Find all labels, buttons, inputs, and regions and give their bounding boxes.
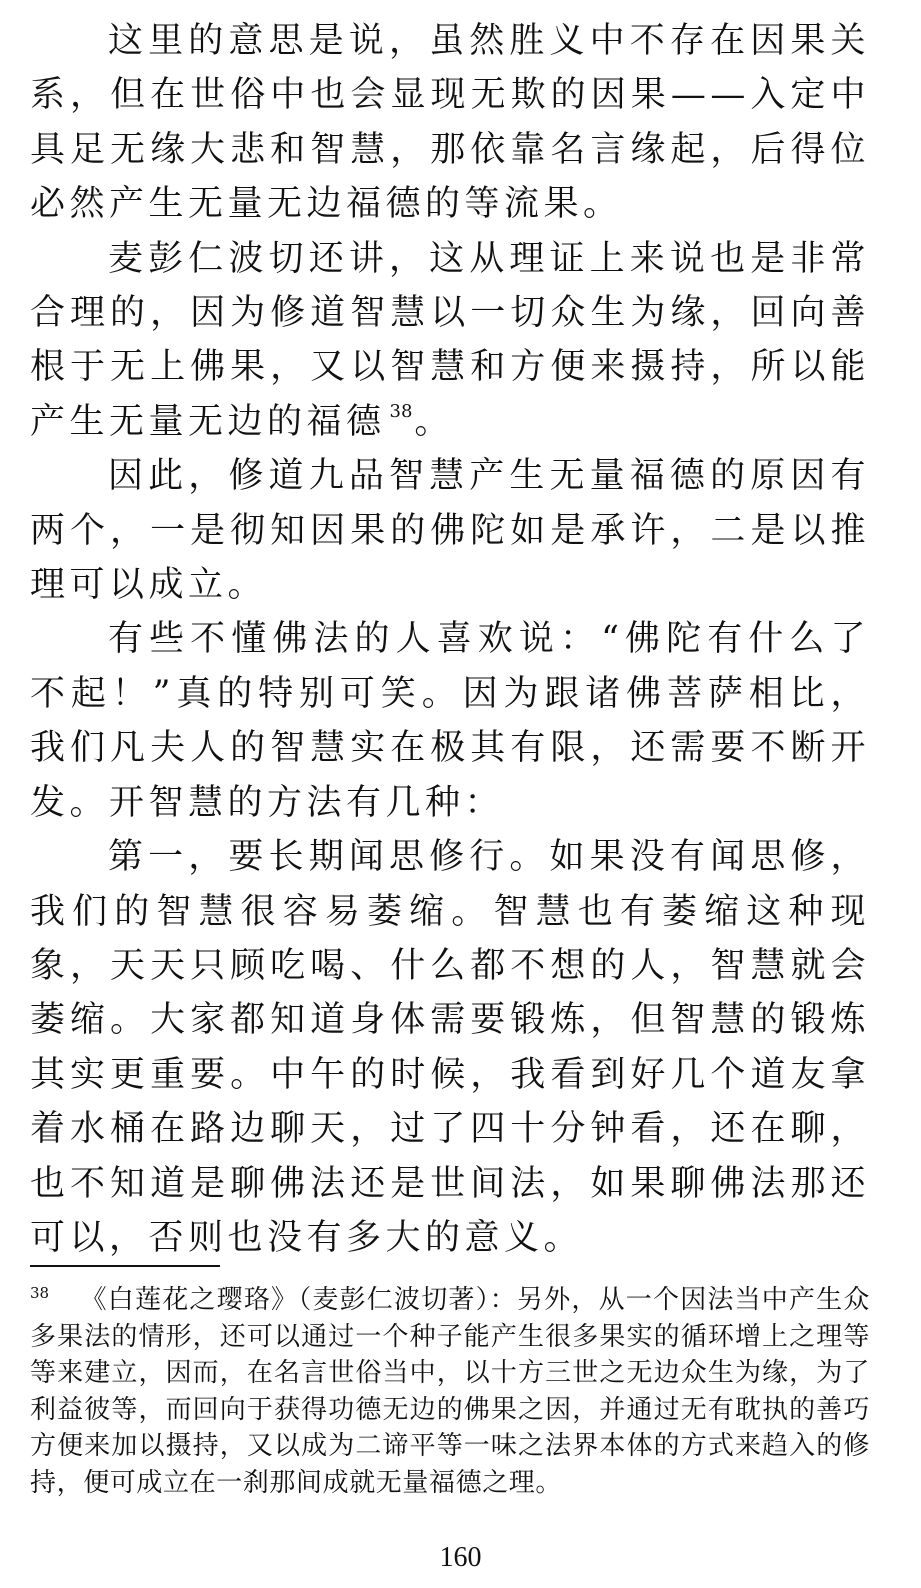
paragraph-4 [30,612,870,830]
paragraph-1-text: 这里的意思是说，虽然胜义中不存在因果关系，但在世俗中也会显现无欺的因果——入定中具足无缘大悲和智慧，那依靠名言缘起，后得位必然产生无量无边福德的等流果。 [30,21,870,225]
paragraph-5-text: 第一，要长期闻思修行。如果没有闻思修，我们的智慧很容易萎缩。智慧也有萎缩这种现象，天天只顾吃喝、什么都不想的人，智慧就会萎缩。大家都知道身体需要锻炼，但智慧的锻炼其实更重要。中午的时候，我看到好几个道友拿着水桶在路边聊天，过了四十分钟看，还在聊，也不知道是聊佛法还是世间法，如果聊佛法那还可以，否则也没有多大的意义。 [30,837,870,1258]
footnote-reference[interactable]: 38 [389,400,413,422]
paragraph-3-text: 因此，修道九品智慧产生无量福德的原因有两个，一是彻知因果的佛陀如是承许，二是以推理可以成立。 [30,456,870,606]
page-number: 160 [439,1542,482,1573]
paragraph-3 [30,449,870,612]
paragraph-2-text: 麦彭仁波切还讲，这从理证上来说也是非常合理的，因为修道智慧以一切众生为缘，回向善根于无上佛果，又以智慧和方便来摄持，所以能产生无量无边的福德 [30,238,870,442]
footnote-text: 《白莲花之璎珞》（麦彭仁波切著）：另外，从一个因法当中产生众多果法的情形，还可以通过一个种子能产生很多果实的循环增上之理等等来建立，因而，在名言世俗当中，以十方三世之无边众生为缘，为了利益彼等，而回向于获得功德无边的佛果之因，并通过无有耽执的善巧方便来加以摄持，又以成为二谛平等一味之法界本体的方式来趋入的修持，便可成立在一刹那间成就无量福德之理。 [30,1285,870,1498]
paragraph-5 [30,830,870,1265]
main-text [30,14,870,1265]
paragraph-1 [30,14,870,232]
footnote: 38 《白莲花之璎珞》（麦彭仁波切著）：另外，从一个因法当中产生众多果法的情形，还可以通过一个种子能产生很多果实的循环增上之理等等来建立，因而，在名言世俗当中，以十方三世之无边众生为缘，为了利益彼等，而回向于获得功德无边的佛果之因，并通过无有耽执的善巧方便来加以摄持，又以成为二谛平等一味之法界本体的方式来趋入的修持，便可成立在一刹那间成就无量福德之理。 [30,1284,870,1498]
paragraph-2 [30,232,870,450]
footnote-divider [30,1265,220,1267]
paragraph-4-text: 有些不懂佛法的人喜欢说：“佛陀有什么了不起！”真的特别可笑。因为跟诸佛菩萨相比，我们凡夫人的智慧实在极其有限，还需要不断开发。开智慧的方法有几种： [30,619,870,823]
paragraph-2-end: 。 [414,401,454,442]
